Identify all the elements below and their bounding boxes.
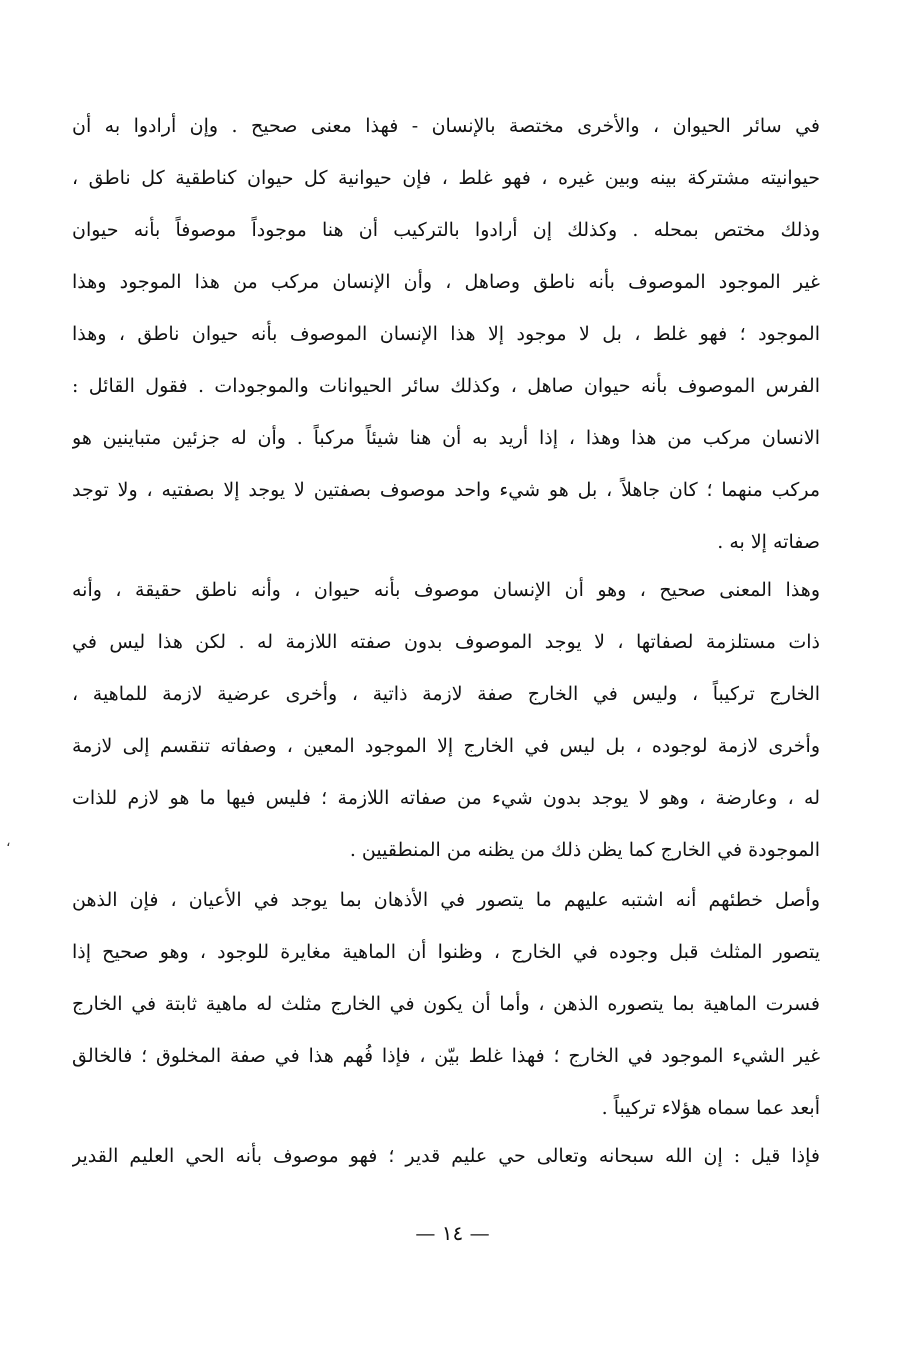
paragraph-1 — [72, 100, 820, 568]
text-line: الموجودة في الخارج كما يظن ذلك من يظنه من المنطقيين . — [349, 839, 820, 861]
text-line: له ، وعارضة ، وهو لا يوجد بدون شيء من صفاته اللازمة ؛ فليس فيها ما هو لازم للذات — [72, 787, 820, 809]
text-line: صفاته إلا به . — [717, 531, 820, 553]
paragraph-2 — [72, 564, 820, 876]
text-line: ذات مستلزمة لصفاتها ، لا يوجد الموصوف بدون صفته اللازمة له . لكن هذا ليس في — [72, 631, 820, 653]
text-line: وهذا المعنى صحيح ، وهو أن الإنسان موصوف بأنه حيوان ، وأنه ناطق حقيقة ، وأنه — [72, 579, 820, 601]
text-line: في سائر الحيوان ، والأخرى مختصة بالإنسان - فهذا معنى صحيح . وإن أرادوا به أن — [72, 115, 820, 137]
paragraph-4 — [72, 1130, 820, 1182]
text-line: الموجود ؛ فهو غلط ، بل لا موجود إلا هذا الإنسان الموصوف بأنه حيوان ناطق ، وهذا — [72, 323, 820, 345]
text-line: الخارج تركيباً ، وليس في الخارج صفة لازمة ذاتية ، وأخرى عرضية لازمة للماهية ، — [72, 683, 820, 705]
text-line: غير الشيء الموجود في الخارج ؛ فهذا غلط بيّن ، فإذا فُهم هذا في صفة المخلوق ؛ فالخالق — [72, 1045, 820, 1067]
text-line: حيوانيته مشتركة بينه وبين غيره ، فهو غلط ، فإن حيوانية كل حيوان كناطقية كل ناطق ، — [72, 167, 820, 189]
text-line: أبعد عما سماه هؤلاء تركيباً . — [601, 1097, 820, 1119]
text-line: مركب منهما ؛ كان جاهلاً ، بل هو شيء واحد موصوف بصفتين لا يوجد إلا بصفتيه ، ولا توجد — [72, 479, 820, 501]
text-line: وأخرى لازمة لوجوده ، بل ليس في الخارج إلا الموجود المعين ، وصفاته تنقسم إلى لازمة — [72, 735, 820, 757]
margin-mark: ، — [6, 834, 11, 850]
paragraph-3 — [72, 874, 820, 1134]
text-line: غير الموجود الموصوف بأنه ناطق وصاهل ، وأن الإنسان مركب من هذا الموجود وهذا — [72, 271, 820, 293]
text-line: وذلك مختص بمحله . وكذلك إن أرادوا بالتركيب أن هنا موجوداً موصوفاً بأنه حيوان — [72, 219, 820, 241]
page-number: — ١٤ — — [415, 1221, 490, 1245]
text-line: يتصور المثلث قبل وجوده في الخارج ، وظنوا أن الماهية مغايرة للوجود ، وهو صحيح إذا — [72, 941, 820, 963]
text-line: الفرس الموصوف بأنه حيوان صاهل ، وكذلك سائر الحيوانات والموجودات . فقول القائل : — [72, 375, 820, 397]
text-line: الانسان مركب من هذا وهذا ، إذا أريد به أن هنا شيئاً مركباً . وأن له جزئين متباينين هو — [72, 427, 820, 449]
text-line: فإذا قيل : إن الله سبحانه وتعالى حي عليم قدير ؛ فهو موصوف بأنه الحي العليم القدير — [72, 1145, 820, 1167]
text-line: فسرت الماهية بما يتصوره الذهن ، وأما أن يكون في الخارج مثلث له ماهية ثابتة في الخارج — [72, 993, 820, 1015]
text-line: وأصل خطئهم أنه اشتبه عليهم ما يتصور في الأذهان بما يوجد في الأعيان ، فإن الذهن — [72, 889, 820, 911]
